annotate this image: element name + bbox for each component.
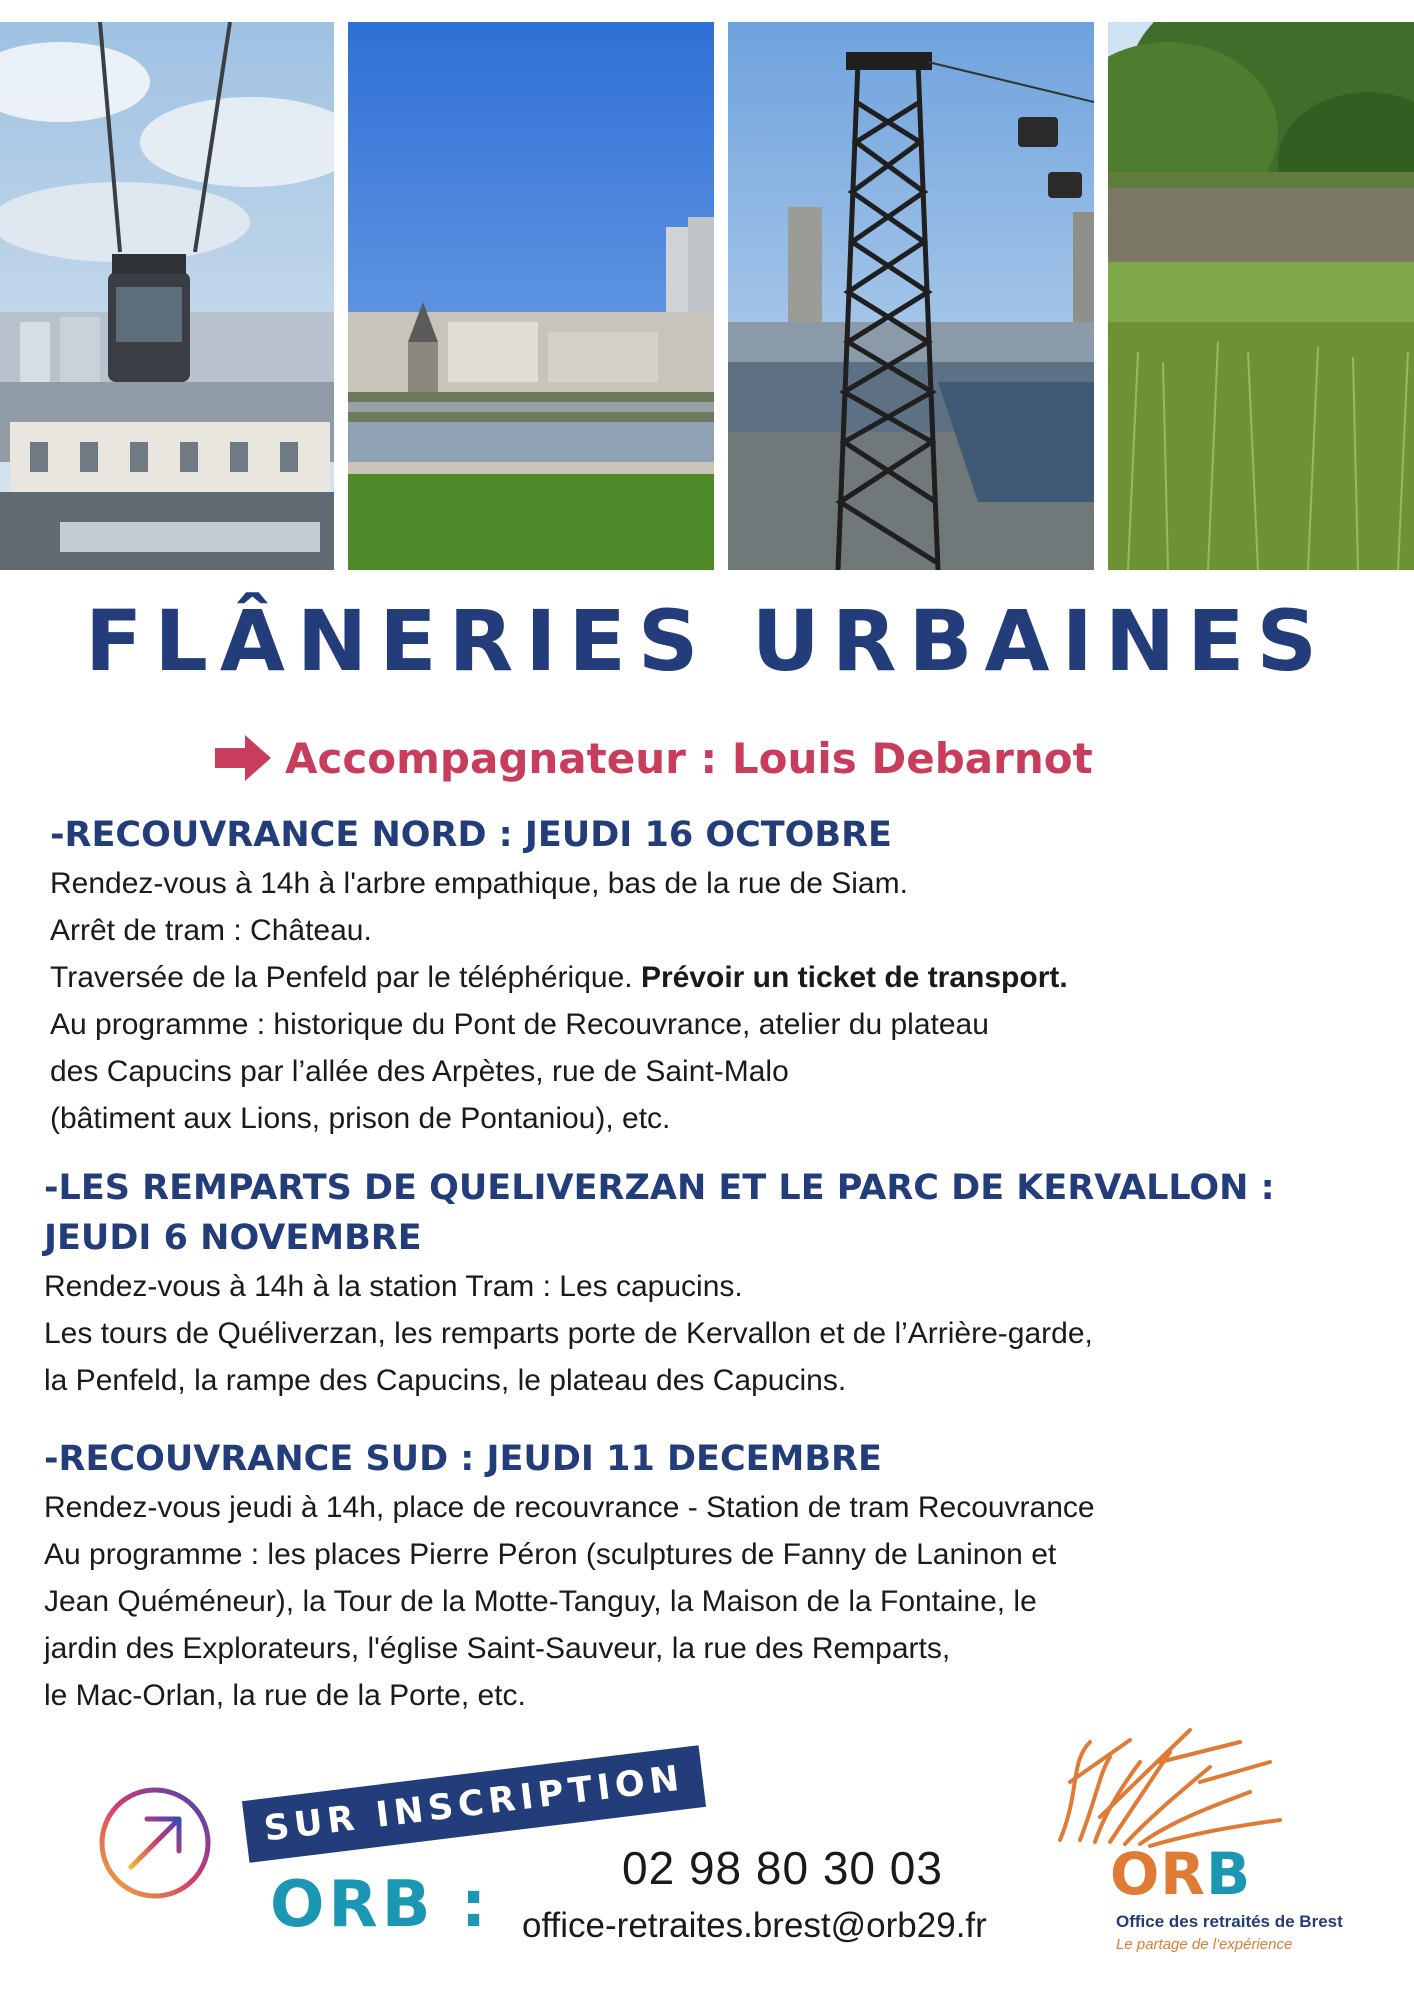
event-line: la Penfeld, la rampe des Capucins, le plateau des Capucins. <box>44 1364 847 1397</box>
photo-penfeld-river <box>348 22 714 570</box>
event-line-text: Traversée de la Penfeld par le téléphérique. <box>50 961 633 994</box>
arrow-right-icon <box>215 735 271 781</box>
orb-label: ORB : <box>270 1868 491 1942</box>
event-line: jardin des Explorateurs, l'église Saint-Sauveur, la rue des Remparts, <box>44 1632 951 1665</box>
photo-ramparts-park <box>1108 22 1414 570</box>
event-title-date: JEUDI 6 NOVEMBRE <box>44 1218 422 1258</box>
event-line: Arrêt de tram : Château. <box>50 914 372 947</box>
guide-line <box>215 730 1093 786</box>
event-line <box>50 954 1414 1001</box>
photo-cable-car-pylon <box>728 22 1094 570</box>
event-line: Jean Quéméneur), la Tour de la Motte-Tanguy, la Maison de la Fontaine, le <box>44 1585 1037 1618</box>
guide-text: Accompagnateur : Louis Debarnot <box>285 733 1093 783</box>
ticket-note: Prévoir un ticket de transport. <box>640 961 1068 994</box>
event-line: Au programme : les places Pierre Péron (sculptures de Fanny de Laninon et <box>44 1538 1057 1571</box>
event-line: Les tours de Quéliverzan, les remparts porte de Kervallon et de l’Arrière-garde, <box>44 1317 1093 1350</box>
arrow-up-right-icon <box>97 1785 213 1901</box>
event-recouvrance-nord <box>50 810 1414 1142</box>
brush-strokes-icon <box>1040 1722 1360 1852</box>
event-title: -RECOUVRANCE SUD : JEUDI 11 DECEMBRE <box>44 1439 882 1479</box>
logo-wordmark-b: B <box>1205 1840 1252 1908</box>
photo-cable-car-cabin <box>0 22 334 570</box>
event-line: Rendez-vous jeudi à 14h, place de recouvrance - Station de tram Recouvrance <box>44 1491 1095 1524</box>
email-address[interactable]: office-retraites.brest@orb29.fr <box>522 1906 987 1945</box>
event-title: -LES REMPARTS DE QUELIVERZAN ET LE PARC DE KERVALLON : <box>44 1168 1275 1208</box>
event-remparts-queliverzan <box>44 1163 1414 1404</box>
page-title: FLÂNERIES URBAINES <box>84 592 1329 690</box>
logo-wordmark <box>1110 1840 1251 1908</box>
logo-wordmark-or: OR <box>1110 1840 1206 1908</box>
registration-badge-text: SUR INSCRIPTION <box>261 1758 687 1850</box>
photo-strip <box>0 22 1414 570</box>
orb-logo <box>1040 1722 1360 1972</box>
event-line: Au programme : historique du Pont de Recouvrance, atelier du plateau <box>50 1008 989 1041</box>
logo-tagline: Le partage de l'expérience <box>1116 1936 1293 1953</box>
event-line: des Capucins par l’allée des Arpètes, rue de Saint-Malo <box>50 1055 789 1088</box>
phone-number[interactable]: 02 98 80 30 03 <box>622 1842 943 1894</box>
event-line: le Mac-Orlan, la rue de la Porte, etc. <box>44 1679 526 1712</box>
event-line: Rendez-vous à 14h à la station Tram : Les capucins. <box>44 1270 743 1303</box>
event-line: (bâtiment aux Lions, prison de Pontaniou), etc. <box>50 1102 671 1135</box>
event-recouvrance-sud <box>44 1434 1414 1719</box>
event-title: -RECOUVRANCE NORD : JEUDI 16 OCTOBRE <box>50 815 892 855</box>
event-line: Rendez-vous à 14h à l'arbre empathique, bas de la rue de Siam. <box>50 867 908 900</box>
logo-subtitle: Office des retraités de Brest <box>1116 1912 1343 1931</box>
